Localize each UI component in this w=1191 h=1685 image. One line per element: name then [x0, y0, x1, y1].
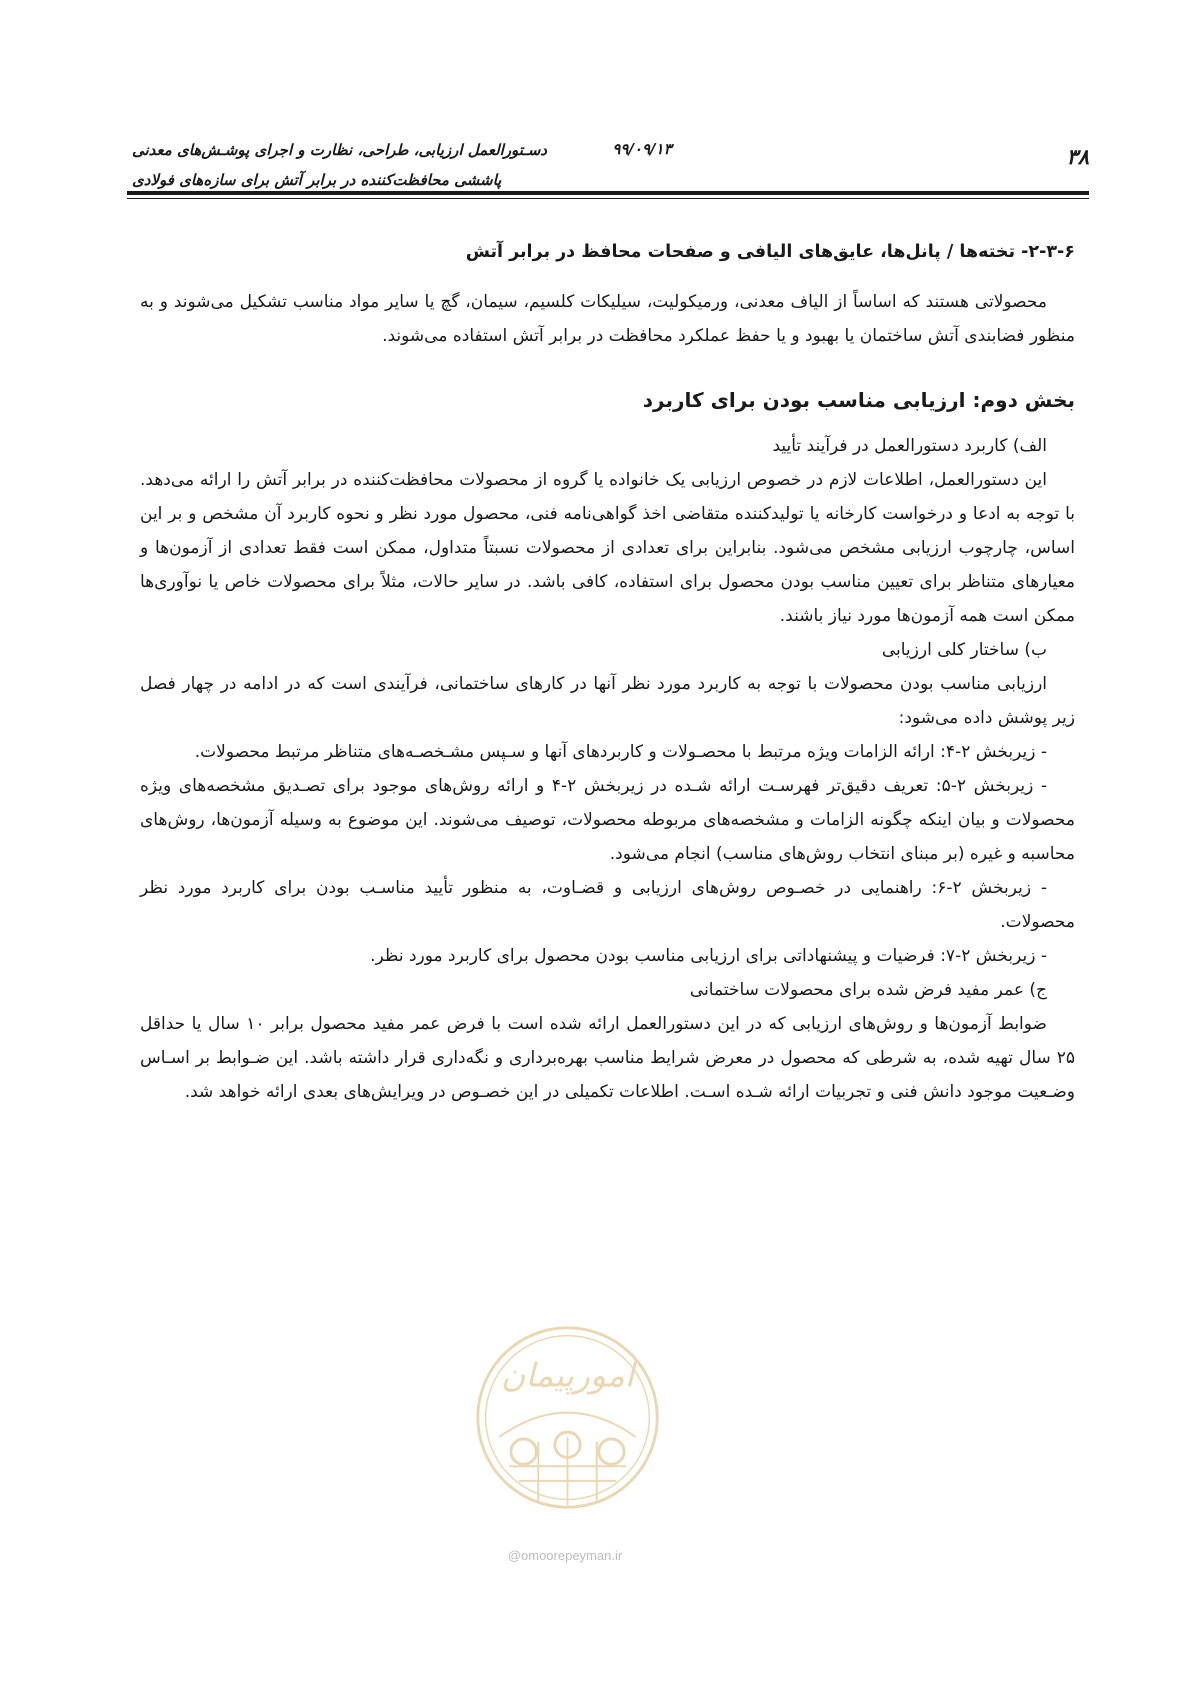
header-title-line-2: پاششی محافظت‌کننده در برابر آتش برای سازه‌های فولادی: [132, 171, 502, 189]
item-c-text: ضوابط آزمون‌ها و روش‌های ارزیابی که در این دستورالعمل ارائه شده است با فرض عمر مفید محصول برابر ۱۰ سال یا حداقل ۲۵ سال تهیه شده، به شرطی که محصول در معرض شرایط مناسب بهره‌برداری و نگه‌داری قرار داشته باشد. این ضـوابط بر اسـاس وضـعیت موجود دانش فنی و تجربیات ارائه شـده اسـت. اطلاعات تکمیلی در این خصـوص در ویرایش‌های بعدی ارائه خواهد شد.: [140, 1014, 1075, 1102]
item-a-text: این دستورالعمل، اطلاعات لازم در خصوص ارزیابی یک خانواده یا گروه از محصولات محافظت‌کننده در برابر آتش را ارائه می‌دهد. با توجه به ادعا و درخواست کارخانه یا تولیدکننده متقاضی اخذ گواهی‌نامه فنی، محصول مورد نظر و نحوه کاربرد آن مشخص و بر این اساس، چارچوب ارزیابی مشخص می‌شود. بنابراین برای تعدادی از محصولات نسبتاً متداول، ممکن است فقط تعدادی از آزمون‌ها و معیارهای متناظر برای تعیین مناسب بودن محصول برای استفاده، کافی باشد. در سایر حالات، مثلاً برای محصولات خاص یا نوآوری‌ها ممکن است همه آزمون‌ها مورد نیاز باشند.: [140, 470, 1075, 626]
part-heading: بخش دوم: ارزیابی مناسب بودن برای کاربرد: [642, 388, 1075, 412]
omoorepeyman-seal-logo: [470, 1320, 665, 1515]
document-body: [140, 235, 1075, 1109]
item-c-title: ج) عمر مفید فرض شده برای محصولات ساختمانی: [689, 980, 1047, 1000]
seal-text: امورپیمان: [501, 1355, 634, 1395]
header-divider-thin: [127, 198, 1089, 199]
item-a-title: الف) کاربرد دستورالعمل در فرآیند تأیید: [772, 436, 1047, 456]
header-title-line-1: دسـتورالعمل ارزیابی، طراحی، نظارت و اجرای پوشـش‌های معدنی: [132, 141, 547, 159]
page-number: ۳۸: [1066, 145, 1089, 169]
bullet-item: - زیربخش ۲-۶: راهنمایی در خصـوص روش‌های ارزیابی و قضـاوت، به منظور تأیید مناسـب بودن برای کاربرد مورد نظر محصولات.: [140, 878, 1075, 932]
header-date: ۹۹/۰۹/۱۳: [612, 140, 672, 158]
bullet-item: - زیربخش ۲-۵: تعریف دقیق‌تر فهرسـت ارائه شـده در زیربخش ۲-۴ و ارائه روش‌های موجود برای تصـدیق مشخصه‌های ویژه محصولات و بیان اینکه چگونه الزامات و مشخصه‌های مربوطه محصولات، توصیف می‌شوند. این موضوع به وسیله آزمون‌ها، روش‌های محاسبه و غیره (بر مبنای انتخاب روش‌های مناسب) انجام می‌شود.: [140, 776, 1075, 864]
item-b-title: ب) ساختار کلی ارزیابی: [881, 640, 1047, 660]
section-heading: ۲-۳-۶- تخته‌ها / پانل‌ها، عایق‌های الیافی و صفحات محافظ در برابر آتش: [465, 242, 1075, 262]
section-paragraph: محصولاتی هستند که اساساً از الیاف معدنی، ورمیکولیت، سیلیکات کلسیم، سیمان، گچ یا سایر مواد مناسب تشکیل می‌شوند و به منظور فضابندی آتش ساختمان یا بهبود و یا حفظ عملکرد محافظت در برابر آتش استفاده می‌شوند.: [140, 292, 1075, 346]
bullet-item: - زیربخش ۲-۴: ارائه الزامات ویژه مرتبط با محصـولات و کاربردهای آنها و سـپس مشـخصـه‌های متناظر مرتبط محصولات.: [194, 742, 1047, 762]
header-divider-thick: [127, 191, 1089, 195]
page-header: [127, 125, 1089, 197]
item-b-text: ارزیابی مناسب بودن محصولات با توجه به کاربرد مورد نظر آنها در کارهای ساختمانی، فرآیندی است که در ادامه در چهار فصل زیر پوشش داده می‌شود:: [140, 674, 1075, 728]
header-title: [132, 135, 547, 195]
bullet-item: - زیربخش ۲-۷: فرضیات و پیشنهاداتی برای ارزیابی مناسب بودن محصول برای کاربرد مورد نظر.: [370, 946, 1047, 966]
watermark-text: @omoorepeyman.ir: [507, 1548, 623, 1563]
